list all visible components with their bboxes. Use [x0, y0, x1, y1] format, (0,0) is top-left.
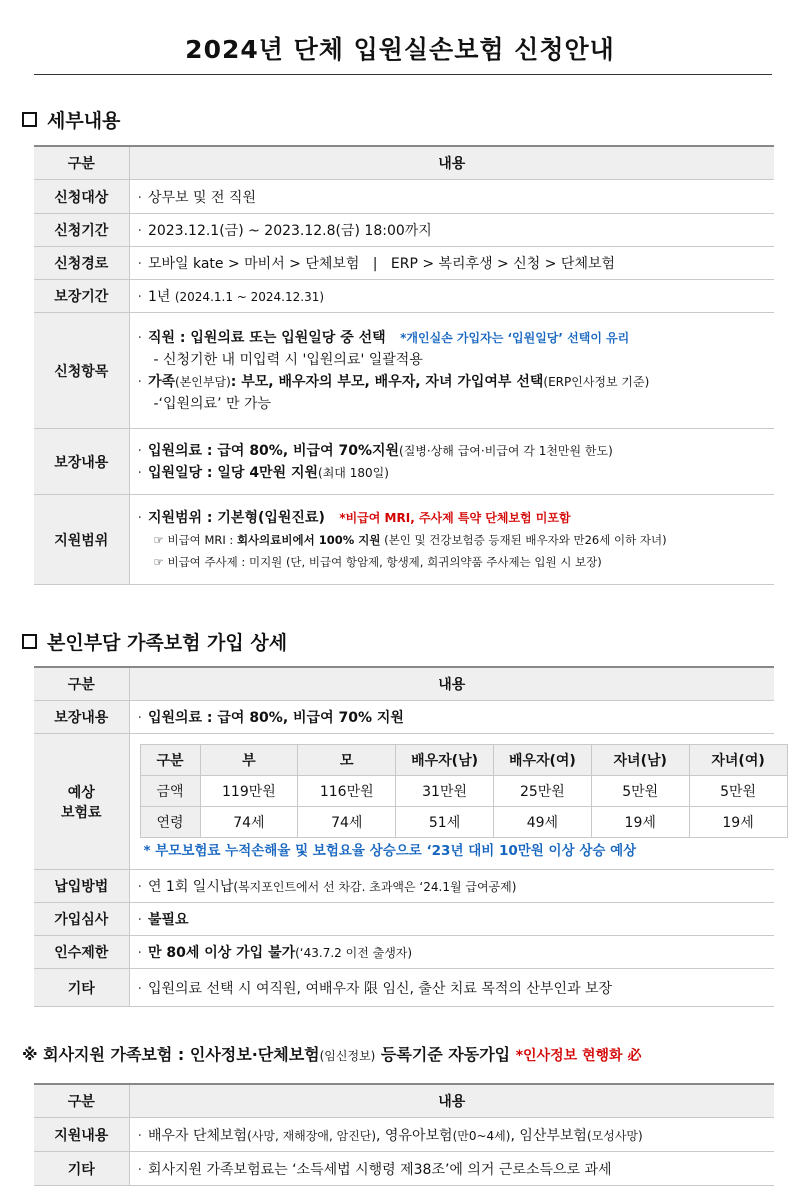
company-support-table	[34, 1083, 774, 1186]
premium-amount-row	[140, 775, 787, 806]
bullet-dot: ·	[137, 189, 142, 206]
table-row: 기타 · 입원의료 선택 시 여직원, 여배우자 限 임신, 출산 치료 목적의 산부인과 보장	[34, 969, 774, 1007]
bullet-dot: ·	[137, 442, 142, 459]
table-row: 신청항목 · 직원 : 입원의료 또는 입원일당 중 선택 *개인실손 가입자는 ‘입원일당’ 선택이 유리 - 신청기한 내 미입력 시 '입원의료' 일괄적용 · 가족(본인부담): 부모, 배우자의 부모, 배우자, 자녀 가입여부 선택(ERP인사정보 기준) -‘입원의료’ 만 가능	[34, 313, 774, 429]
premium-cell: 모	[298, 744, 396, 775]
table-row: 보장내용 · 입원의료 : 급여 80%, 비급여 70% 지원	[34, 701, 774, 734]
premium-cell: 31만원	[396, 775, 494, 806]
table-row: 기타 · 회사지원 가족보험료는 ‘소득세법 시행령 제38조’에 의거 근로소득으로 과세	[34, 1152, 774, 1186]
table-row: 인수제한 · 만 80세 이상 가입 불가(‘43.7.2 이전 출생자)	[34, 936, 774, 969]
premium-cell: 금액	[140, 775, 200, 806]
premium-cell: 구분	[140, 744, 200, 775]
table-row: 보장기간 · 1년 (2024.1.1 ~ 2024.12.31)	[34, 280, 774, 313]
bullet-dot: ·	[137, 373, 142, 390]
bullet-dot: ·	[137, 945, 142, 961]
page-title: 2024년 단체 입원실손보험 신청안내	[185, 35, 615, 64]
checkbox-square-icon	[22, 112, 37, 127]
bullet-dot: ·	[137, 1127, 142, 1144]
premium-cell: 자녀(남)	[591, 744, 689, 775]
bullet-dot: ·	[137, 1161, 142, 1178]
table-row: 지원내용 · 배우자 단체보험(사망, 재해장애, 암진단), 영유아보험(만0~4세), 임산부보험(모성사망)	[34, 1118, 774, 1152]
bullet-dot: ·	[137, 509, 142, 526]
bullet-dot: ·	[137, 289, 142, 305]
details-table	[34, 145, 774, 585]
premium-cell: 부	[200, 744, 298, 775]
table-row: 신청기간 · 2023.12.1(금) ~ 2023.12.8(금) 18:00까지	[34, 214, 774, 247]
section-heading-family-insurance: 본인부담 가족보험 가입 상세	[22, 628, 287, 655]
bullet-dot: ·	[137, 879, 142, 895]
bullet-dot: ·	[137, 223, 142, 239]
bullet-dot: ·	[137, 912, 142, 928]
table-row: 신청대상 · 상무보 및 전 직원	[34, 180, 774, 214]
premium-cell: 19세	[591, 806, 689, 837]
premium-cell: 배우자(여)	[493, 744, 591, 775]
premium-cell: 자녀(여)	[689, 744, 787, 775]
table-row: 지원범위 · 지원범위 : 기본형(입원진료) *비급여 MRI, 주사제 특약 단체보험 미포함 ☞ 비급여 MRI : 회사의료비에서 100% 지원 (본인 및 건강보험증 등재된 배우자와 만26세 이하 자녀) ☞ 비급여 주사제 : 미지원 (단, 비급여 항암제, 항생제, 희귀의약품 주사제는 입원 시 보장)	[34, 495, 774, 585]
premium-note: * 부모보험료 누적손해율 및 보험요율 상승으로 ‘23년 대비 10만원 이상 상승 예상	[143, 842, 637, 859]
premium-cell: 74세	[200, 806, 298, 837]
bullet-dot: ·	[137, 980, 142, 997]
premium-cell: 51세	[396, 806, 494, 837]
section-heading-details: 세부내용	[22, 106, 120, 133]
premium-header-row	[140, 744, 787, 775]
table-header-row: 구분 내용	[34, 146, 774, 180]
family-insurance-table	[34, 666, 774, 1007]
bullet-dot: ·	[137, 256, 142, 272]
bullet-dot: ·	[137, 464, 142, 481]
table-row: 납입방법 · 연 1회 일시납(복지포인트에서 선 차감. 초과액은 ‘24.1월 급여공제)	[34, 870, 774, 903]
premium-cell: 5만원	[591, 775, 689, 806]
table-header-row: 구분 내용	[34, 1084, 774, 1118]
premium-cell: 5만원	[689, 775, 787, 806]
table-row: 가입심사 · 불필요	[34, 903, 774, 936]
premium-cell: 119만원	[200, 775, 298, 806]
premium-cell: 116만원	[298, 775, 396, 806]
premium-cell: 74세	[298, 806, 396, 837]
table-row: 예상 보험료 구분 부 모 배우자(남) 배우자(여) 자녀(남) 자녀(여) 금액 119만원 116만원 31만원 25만원 5만원 5만원 연령 74세 74세 51세 49세 19세 19세 * 부모보험료 누적손해율 및 보험요율 상승으로 ‘23년 대비 10만원 이상 상승 예상	[34, 734, 774, 870]
premium-age-row	[140, 806, 787, 837]
bullet-dot: ·	[137, 329, 142, 346]
table-row: 신청경로 · 모바일 kate > 마비서 > 단체보험 | ERP > 복리후생 > 신청 > 단체보험	[34, 247, 774, 280]
premium-cell: 연령	[140, 806, 200, 837]
premium-cell: 19세	[689, 806, 787, 837]
table-row: 보장내용 · 입원의료 : 급여 80%, 비급여 70%지원(질병·상해 급여·비급여 각 1천만원 한도) · 입원일당 : 일당 4만원 지원(최대 180일)	[34, 429, 774, 495]
section-heading-company-support: ※ 회사지원 가족보험 : 인사정보·단체보험(임신정보) 등록기준 자동가입 *인사정보 현행화 必	[22, 1045, 642, 1064]
bullet-dot: ·	[137, 710, 142, 726]
premium-cell: 49세	[493, 806, 591, 837]
title-divider	[34, 74, 772, 75]
premium-table	[140, 744, 788, 838]
table-header-row: 구분 내용	[34, 667, 774, 701]
premium-cell: 25만원	[493, 775, 591, 806]
premium-cell: 배우자(남)	[396, 744, 494, 775]
checkbox-square-icon	[22, 634, 37, 649]
